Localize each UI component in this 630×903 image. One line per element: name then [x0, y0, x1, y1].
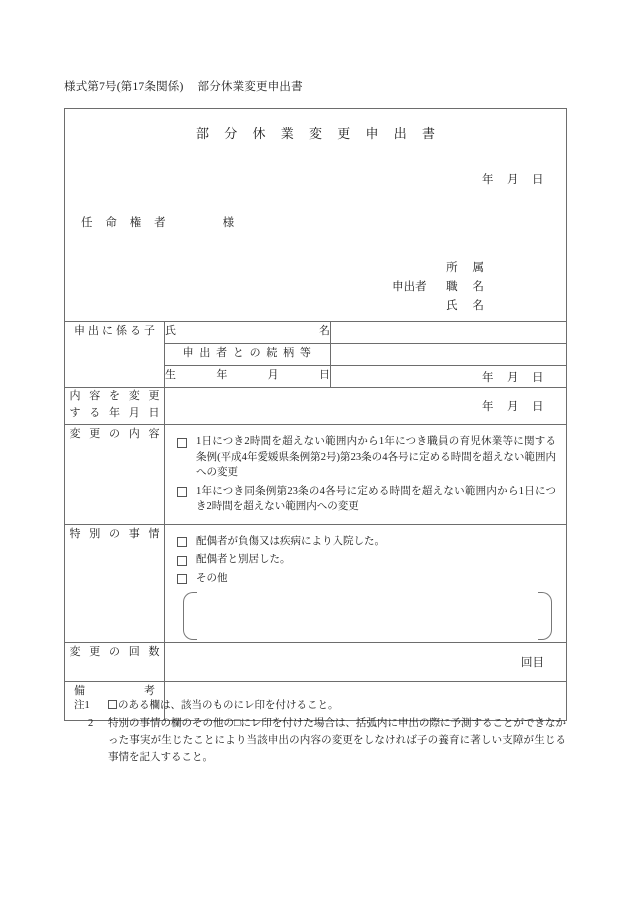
- application-form-table: [64, 108, 567, 721]
- change-content-options-cell: [165, 425, 567, 525]
- applicant-position-row: [392, 278, 490, 297]
- special-circumstances-options-cell: [165, 524, 567, 643]
- child-name-input[interactable]: [331, 322, 567, 344]
- change-date-year: 年: [482, 401, 495, 413]
- change-content-option-1[interactable]: [177, 434, 556, 481]
- applicant-name-row: [392, 297, 490, 316]
- submission-date-line: [482, 171, 544, 187]
- child-name-label-cell: [165, 322, 331, 344]
- form-notes: [74, 697, 566, 767]
- change-content-row: [65, 425, 567, 525]
- checkbox-icon: [108, 700, 117, 709]
- note-1-text: のある欄は、該当のものにレ印を付けること。: [118, 700, 339, 711]
- change-date-label-line1: 内 容 を 変 更: [69, 390, 163, 402]
- appointing-authority-line: [81, 214, 234, 230]
- note-1-number: 注1: [74, 700, 90, 711]
- change-content-option-list: [165, 425, 566, 524]
- document-title: 部 分 休 業 変 更 申 出 書: [196, 126, 442, 141]
- applicant-tag: 申出者: [392, 281, 427, 293]
- child-name-label-right: 名: [319, 325, 330, 337]
- checkbox-icon[interactable]: [177, 574, 187, 584]
- child-name-label-left: 氏: [165, 325, 176, 337]
- child-birthdate-month: 月: [507, 371, 520, 384]
- applicant-block: [392, 259, 490, 316]
- applicant-name-label: 氏 名: [446, 300, 491, 312]
- left-parenthesis-icon: [183, 592, 197, 640]
- note-2-number: 2: [88, 718, 94, 729]
- special-circumstances-option-3[interactable]: [177, 571, 556, 587]
- special-circumstances-row: [65, 524, 567, 643]
- appointing-authority-honorific: 様: [222, 217, 235, 229]
- special-circumstances-option-2-text: 配偶者と別居した。: [196, 554, 291, 565]
- note-1: [74, 697, 566, 714]
- form-name: 部分休業変更申出書: [197, 81, 303, 93]
- special-circumstances-option-1-text: 配偶者が負傷又は疾病により入院した。: [196, 535, 385, 547]
- child-birthdate-day: 日: [532, 371, 545, 384]
- change-date-label: [65, 388, 165, 425]
- submission-date-day: 日: [532, 174, 545, 186]
- applicant-affiliation-label: 所 属: [446, 262, 491, 274]
- change-count-unit: 回目: [521, 657, 545, 669]
- appointing-authority-label: 任 命 権 者: [81, 217, 171, 229]
- child-birthdate-label-cell: [165, 366, 331, 388]
- change-date-placeholder: [482, 398, 544, 414]
- child-relation-label: 申 出 者 と の 続 柄 等: [165, 344, 331, 366]
- child-birthdate-input[interactable]: [331, 366, 567, 388]
- remarks-label: 備 考: [65, 682, 165, 721]
- special-circumstances-option-2[interactable]: [177, 552, 556, 568]
- applicant-affiliation-row: [392, 259, 490, 278]
- change-date-input[interactable]: [165, 388, 567, 425]
- child-birthdate-placeholder: [482, 369, 544, 385]
- child-name-row: [65, 322, 567, 344]
- special-circumstances-label: 特 別 の 事 情: [65, 524, 165, 643]
- child-section-label: 申出に係る子: [65, 322, 165, 388]
- submission-date-month: 月: [507, 174, 520, 186]
- checkbox-icon[interactable]: [177, 556, 187, 566]
- checkbox-icon[interactable]: [177, 438, 187, 448]
- submission-date-year: 年: [482, 174, 495, 186]
- note-2: [74, 715, 566, 766]
- note-1-body: [108, 697, 566, 714]
- form-header-cell: [65, 109, 567, 322]
- child-birthdate-label-month: 月: [267, 369, 279, 381]
- checkbox-icon[interactable]: [177, 487, 187, 497]
- special-circumstances-freetext-area[interactable]: [183, 592, 552, 638]
- form-number: 様式第7号(第17条関係): [64, 81, 184, 93]
- change-date-row: [65, 388, 567, 425]
- change-count-label: 変 更 の 回 数: [65, 643, 165, 682]
- change-date-month: 月: [507, 401, 520, 413]
- note-2-text: 特別の事情の欄のその他の□にレ印を付けた場合は、括弧内に申出の際に予測することができなかった事実が生じたことにより当該申出の内容の変更をしなければ子の養育に著しい支障が生じる事情を記入すること。: [108, 718, 566, 763]
- child-birthdate-label-year: 年: [216, 369, 228, 381]
- change-content-option-1-text: 1日につき2時間を超えない範囲内から1年につき職員の育児休業等に関する条例(平成4年愛媛県条例第2号)第23条の4各号に定める時間を超えない範囲内への変更: [196, 436, 557, 478]
- child-relation-input[interactable]: [331, 344, 567, 366]
- right-parenthesis-icon: [538, 592, 552, 640]
- change-content-label: 変 更 の 内 容: [65, 425, 165, 525]
- change-content-option-2-text: 1年につき同条例第23条の4各号に定める時間を超えない範囲内から1日につき2時間を超えない範囲内への変更: [196, 485, 557, 512]
- special-circumstances-option-list: [165, 525, 566, 591]
- child-birthdate-year: 年: [482, 371, 495, 384]
- change-count-input[interactable]: [165, 643, 567, 682]
- child-birthdate-label-sei: 生: [165, 369, 176, 381]
- change-date-day: 日: [532, 401, 545, 413]
- special-circumstances-option-1[interactable]: [177, 534, 556, 550]
- form-number-line: [64, 78, 303, 94]
- child-birthdate-label-day: 日: [318, 369, 330, 381]
- change-content-option-2[interactable]: [177, 484, 556, 515]
- change-date-label-line2: す る 年 月 日: [69, 407, 163, 419]
- special-circumstances-option-3-text: その他: [196, 572, 228, 584]
- change-count-row: [65, 643, 567, 682]
- form-header-row: [65, 109, 567, 322]
- applicant-position-label: 職 名: [446, 281, 491, 293]
- checkbox-icon[interactable]: [177, 537, 187, 547]
